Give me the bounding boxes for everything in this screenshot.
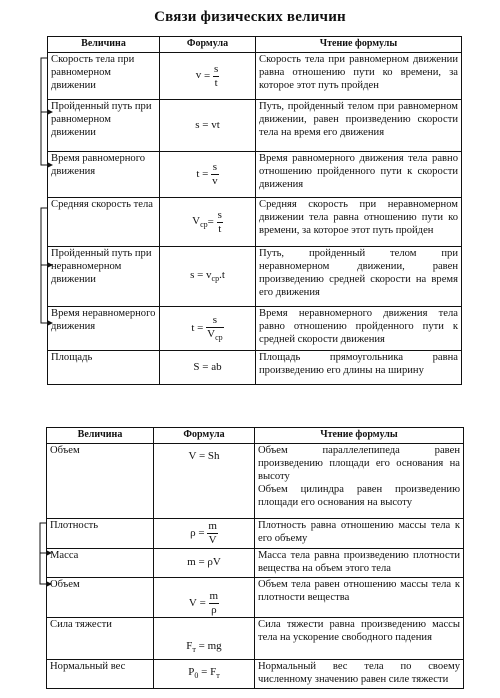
reading-cell: Скорость тела при равномерном движении равна отношению пути ко времени, за которое этот путь пройден — [256, 53, 462, 100]
reading-cell: Объем параллелепипеда равен произведению площади его основания на высоту Объем цилиндра равен произведению площади его основания на высоту — [255, 444, 464, 519]
table-row — [48, 198, 462, 247]
formula-cell: v = $\frac{s}{t}$ — [160, 53, 256, 100]
quantity-cell: Пройденный путь при неравномерном движении — [48, 247, 160, 307]
table-row — [48, 307, 462, 351]
relations-table-motion — [47, 36, 462, 385]
formula-cell: m = ρV — [154, 549, 255, 578]
quantity-cell: Масса — [47, 549, 154, 578]
relations-table-matter — [46, 427, 464, 689]
reading-cell: Нормальный вес тела по своему численному значению равен силе тяжести — [255, 660, 464, 689]
quantity-cell: Скорость тела при равномерном движении — [48, 53, 160, 100]
formula-cell: V = Sh — [154, 444, 255, 519]
quantity-cell: Время неравномерного движения — [48, 307, 160, 351]
table-row — [47, 549, 464, 578]
table-row — [47, 618, 464, 660]
quantity-cell: Пройденный путь при равномерном движении — [48, 100, 160, 152]
fraction: $\frac{s}{v}$ — [212, 161, 218, 187]
fraction: $\frac{m}{\rho}$ — [209, 590, 219, 616]
table-row — [47, 519, 464, 549]
reading-cell: Плотность равна отношению массы тела к его объему — [255, 519, 464, 549]
reading-cell: Сила тяжести равна произведению массы тела на ускорение свободного падения — [255, 618, 464, 660]
reading-cell: Время неравномерного движения тела равно отношению пройденного пути к средней скорости движения — [256, 307, 462, 351]
table-row — [48, 100, 462, 152]
reading-cell: Путь, пройденный телом при равномерном движении, равен произведению скорости тела на время его движения — [256, 100, 462, 152]
table-row — [48, 351, 462, 385]
quantity-cell: Объем — [47, 578, 154, 618]
formula-cell: $F_т$ = mg — [154, 618, 255, 660]
formula-cell: t = $\frac{s}{v}$ — [160, 152, 256, 198]
header-formula: Формула — [160, 37, 256, 53]
fraction: $\frac{s}{t}$ — [213, 62, 219, 89]
formula-cell: $s = v_{ср}.t$ — [160, 247, 256, 307]
table-header-row — [47, 428, 464, 444]
formula-cell: S = ab — [160, 351, 256, 385]
reading-cell: Объем тела равен отношению массы тела к плотности вещества — [255, 578, 464, 618]
fraction: $\frac{m}{V}$ — [208, 520, 217, 546]
quantity-cell: Сила тяжести — [47, 618, 154, 660]
table-header-row — [48, 37, 462, 53]
header-quantity: Величина — [47, 428, 154, 444]
formula-cell: t = $\frac{s}{V_{ср}}$ — [160, 307, 256, 351]
quantity-cell: Средняя скорость тела — [48, 198, 160, 247]
table-row — [47, 660, 464, 689]
table-row — [47, 444, 464, 519]
reading-cell: Масса тела равна произведению плотности вещества на объем этого тела — [255, 549, 464, 578]
formula-cell: $V_{ср}=$ $\frac{s}{t}$ — [160, 198, 256, 247]
header-reading: Чтение формулы — [255, 428, 464, 444]
reading-cell: Средняя скорость при неравномерном движении тела равна отношению пути ко времени, за которое этот путь пройден — [256, 198, 462, 247]
quantity-cell: Нормальный вес — [47, 660, 154, 689]
table-row — [48, 152, 462, 198]
table-row — [47, 578, 464, 618]
reading-cell: Время равномерного движения тела равно отношению пройденного пути к скорости движения — [256, 152, 462, 198]
formula-cell: $P_0 = F_т$ — [154, 660, 255, 689]
fraction: $\frac{s}{t}$ — [217, 208, 222, 235]
formula-cell: ρ = $\frac{m}{V}$ — [154, 519, 255, 549]
page-title: Связи физических величин — [154, 9, 346, 25]
fraction: $\frac{s}{V_{ср}}$ — [207, 313, 223, 343]
quantity-cell: Плотность — [47, 519, 154, 549]
quantity-cell: Время равномерного движения — [48, 152, 160, 198]
reading-cell: Площадь прямоугольника равна произведению его длины на ширину — [256, 351, 462, 385]
header-formula: Формула — [154, 428, 255, 444]
formula-cell: s = vt — [160, 100, 256, 152]
table-row — [48, 53, 462, 100]
header-quantity: Величина — [48, 37, 160, 53]
reading-cell: Путь, пройденный телом при неравномерном движении, равен произведению средней скорости на время его движения — [256, 247, 462, 307]
quantity-cell: Площадь — [48, 351, 160, 385]
formula-cell: V = $\frac{m}{\rho}$ — [154, 578, 255, 618]
header-reading: Чтение формулы — [256, 37, 462, 53]
quantity-cell: Объем — [47, 444, 154, 519]
table-row — [48, 247, 462, 307]
